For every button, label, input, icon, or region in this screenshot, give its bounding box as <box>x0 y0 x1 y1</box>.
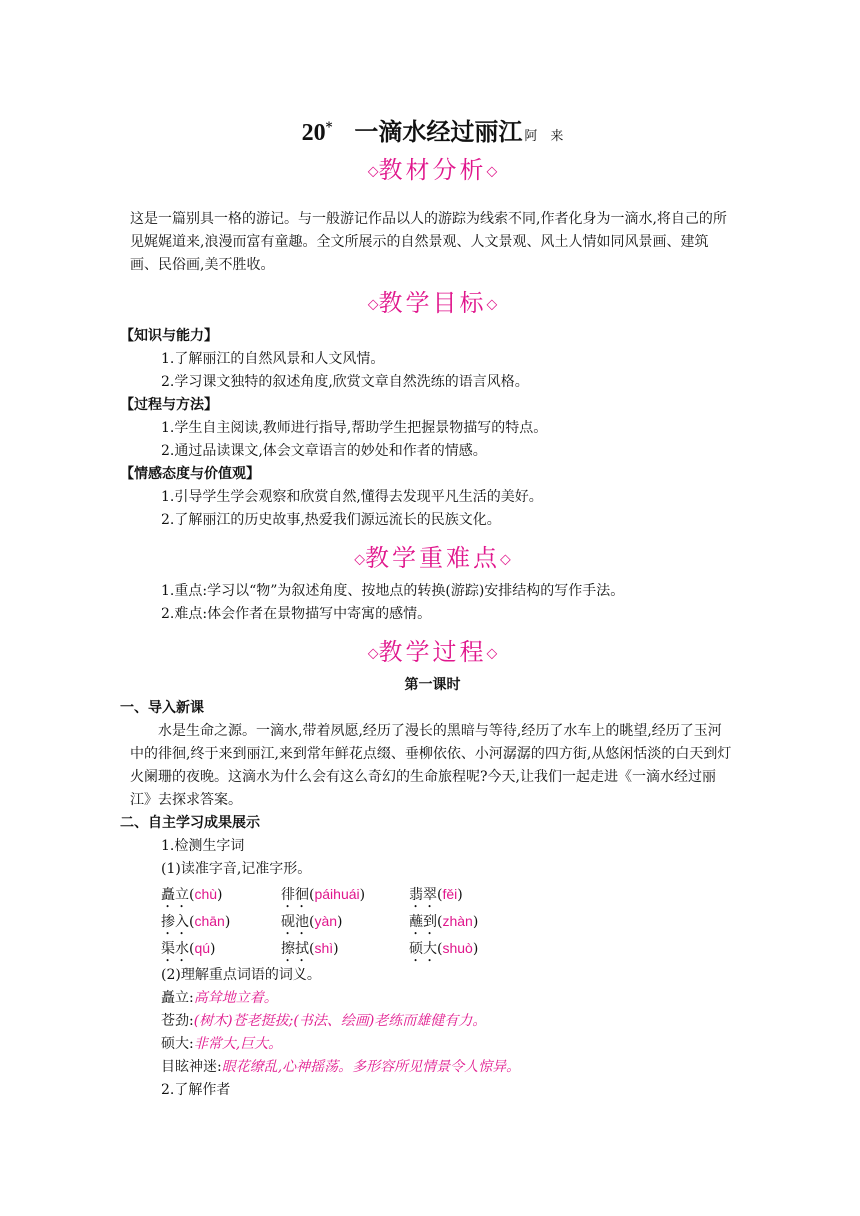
vocab-row <box>130 908 735 935</box>
goal-item: 2.了解丽江的历史故事,热爱我们源远流长的民族文化。 <box>161 512 501 528</box>
goal-item: 2.学习课文独特的叙述角度,欣赏文章自然洗练的语言风格。 <box>161 374 529 390</box>
goal-item: 2.通过品读课文,体会文章语言的妙处和作者的情感。 <box>161 443 487 459</box>
goal-item: 1.学生自主阅读,教师进行指导,帮助学生把握景物描写的特点。 <box>161 420 548 436</box>
diamond-icon: ◇ <box>367 645 379 662</box>
sub-item-pronunciation: (1)读准字音,记准字形。 <box>161 861 312 877</box>
page <box>120 108 735 1102</box>
definition: 矗立:高耸地立着。 <box>161 990 278 1006</box>
section-heading-process: ◇教学过程◇ <box>367 638 498 666</box>
diamond-icon: ◇ <box>486 296 498 313</box>
vocab-item: 擦拭(shì) <box>281 940 339 957</box>
goals-method-heading: 【过程与方法】 <box>120 397 218 413</box>
vocab-item: 掺入(chān) <box>161 913 231 930</box>
goal-item: 1.了解丽江的自然风景和人文风情。 <box>161 351 385 367</box>
definition: 苍劲:(树木)苍老挺拔;(书法、绘画)老练而雄健有力。 <box>161 1013 487 1029</box>
part2-heading: 二、自主学习成果展示 <box>120 815 260 831</box>
goals-knowledge-heading: 【知识与能力】 <box>120 328 218 344</box>
part1-heading: 一、导入新课 <box>120 700 204 716</box>
goals-emotion-heading: 【情感态度与价值观】 <box>120 466 260 482</box>
vocab-item: 渠水(qú) <box>161 940 216 957</box>
section-heading-keypoints: ◇教学重难点◇ <box>354 544 511 572</box>
vocab-item: 砚池(yàn) <box>281 913 343 930</box>
lesson-title <box>130 108 735 148</box>
vocab-item: 矗立(chù) <box>161 886 223 903</box>
definition: 目眩神迷:眼花缭乱,心神摇荡。多形容所见情景令人惊异。 <box>161 1059 521 1075</box>
author-item: 2.了解作者 <box>161 1082 231 1098</box>
author-name: 阿 来 <box>524 129 564 144</box>
diamond-icon: ◇ <box>486 163 498 180</box>
keypoint-item: 2.难点:体会作者在景物描写中寄寓的感情。 <box>161 606 432 622</box>
diamond-icon: ◇ <box>367 296 379 313</box>
lesson-mark: * <box>325 120 333 135</box>
diamond-icon: ◇ <box>354 551 365 568</box>
vocab-item: 蘸到(zhàn) <box>409 913 479 930</box>
check-title: 1.检测生字词 <box>161 838 245 854</box>
diamond-icon: ◇ <box>500 551 511 568</box>
diamond-icon: ◇ <box>367 163 379 180</box>
analysis-paragraph: 这是一篇别具一格的游记。与一般游记作品以人的游踪为线索不同,作者化身为一滴水,将自己的所见娓娓道来,浪漫而富有童趣。全文所展示的自然景观、人文景观、风土人情如同风景画、建筑画、民俗画,美不胜收。 <box>130 211 727 273</box>
lesson-number: 20 <box>301 120 326 146</box>
vocab-item: 硕大(shuò) <box>409 940 479 957</box>
vocab-item: 翡翠(fěi) <box>409 886 463 903</box>
section-heading-goals: ◇教学目标◇ <box>367 289 498 317</box>
lesson-title-text: 一滴水经过丽江 <box>354 117 523 146</box>
section-heading-analysis: ◇教材分析◇ <box>367 156 498 184</box>
goal-item: 1.引导学生学会观察和欣赏自然,懂得去发现平凡生活的美好。 <box>161 489 543 505</box>
vocab-row <box>130 935 735 962</box>
definition: 硕大:非常大,巨大。 <box>161 1036 283 1052</box>
diamond-icon: ◇ <box>486 645 498 662</box>
part1-paragraph: 水是生命之源。一滴水,带着夙愿,经历了漫长的黑暗与等待,经历了水车上的眺望,经历了玉河中的徘徊,终于来到丽江,来到常年鲜花点缀、垂柳依依、小河潺潺的四方街,从悠闲恬淡的白天到灯火阑珊的夜晚。这滴水为什么会有这么奇幻的生命旅程呢?今天,让我们一起走进《一滴水经过丽江》去探求答案。 <box>130 723 732 808</box>
vocab-item: 徘徊(páihuái) <box>281 886 366 903</box>
keypoint-item: 1.重点:学习以“物”为叙述角度、按地点的转换(游踪)安排结构的写作手法。 <box>161 583 625 599</box>
sub-item-meaning: (2)理解重点词语的词义。 <box>161 967 321 983</box>
vocab-row <box>130 881 735 908</box>
lesson-period: 第一课时 <box>404 677 461 693</box>
